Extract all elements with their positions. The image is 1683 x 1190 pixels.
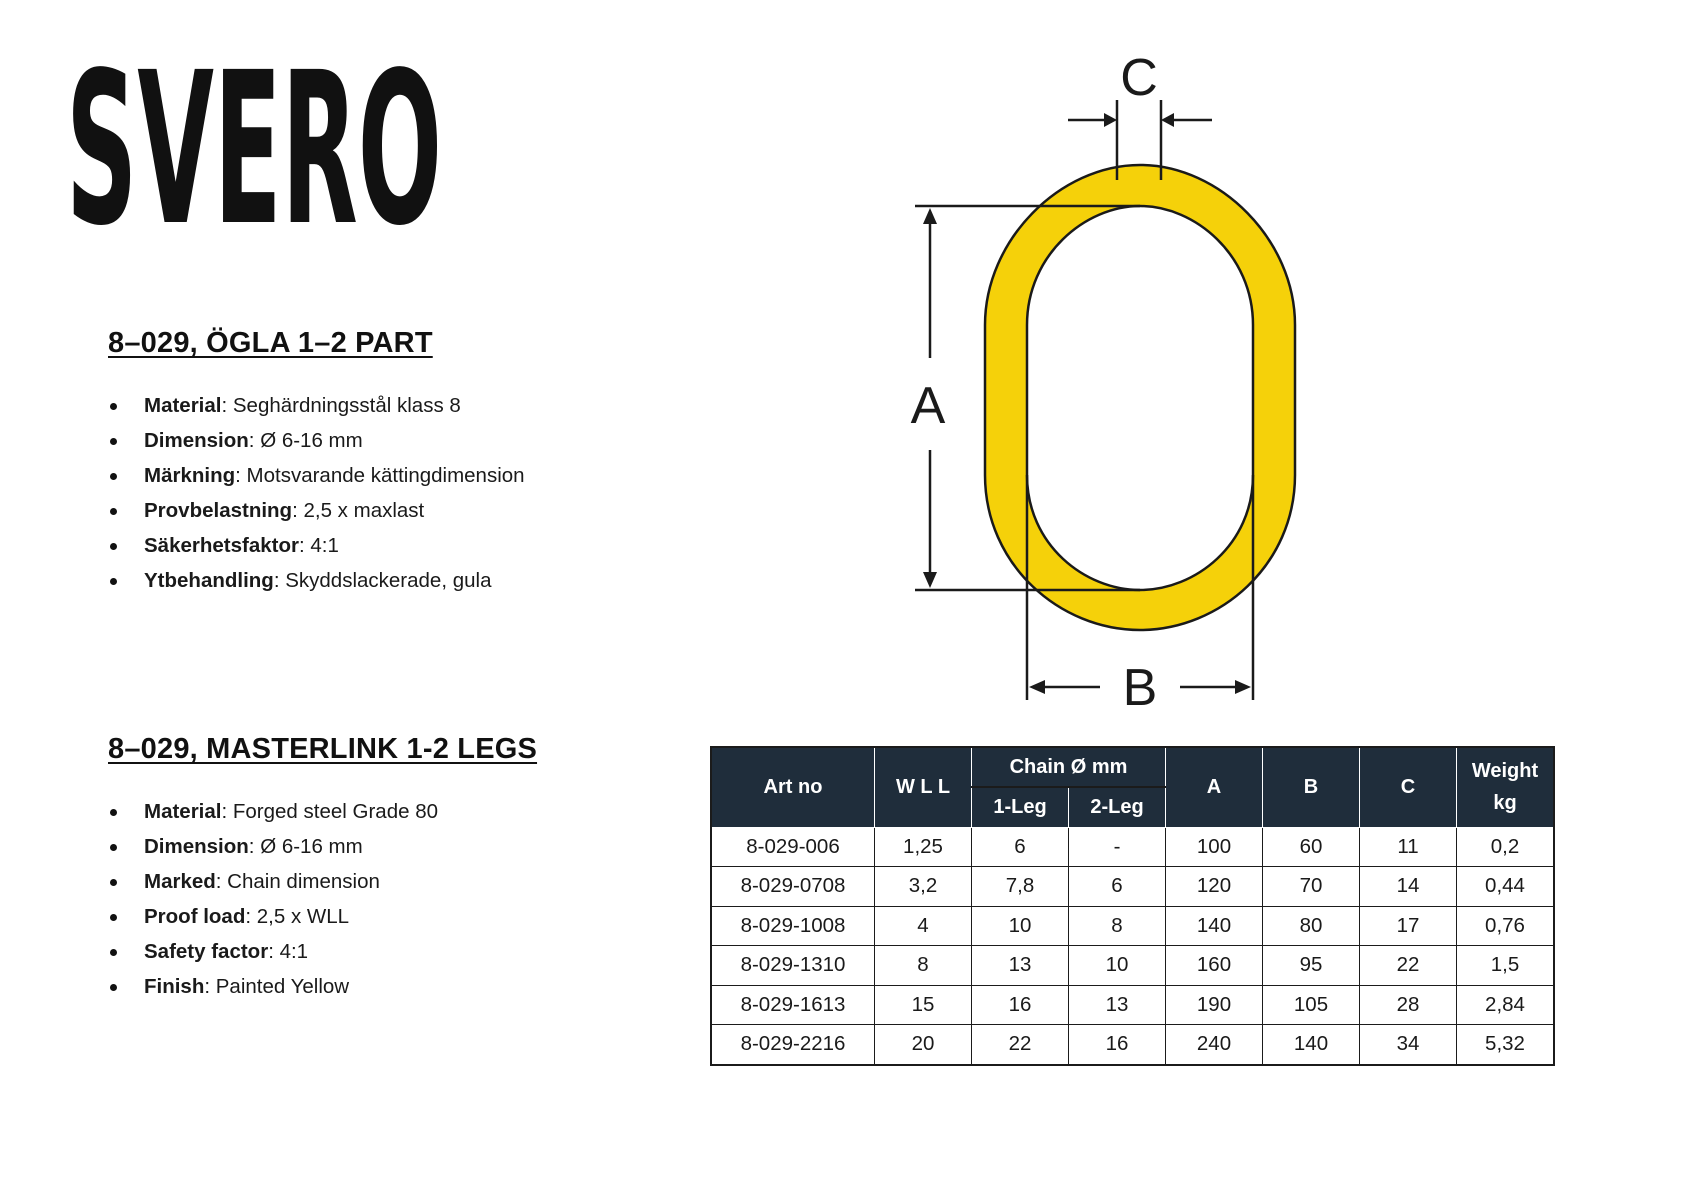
- spec-value: : Forged steel Grade 80: [221, 800, 438, 823]
- spec-label: Märkning: [144, 464, 236, 487]
- dimension-label-a: A: [910, 377, 946, 435]
- bullet-icon: [110, 844, 117, 851]
- bullet-icon: [110, 508, 117, 515]
- masterlink-ring: [985, 165, 1295, 630]
- list-item: [108, 458, 668, 493]
- header-weight-unit: kg: [1493, 792, 1517, 815]
- spec-table: [710, 746, 1555, 1066]
- spec-value: : 4:1: [298, 534, 339, 557]
- masterlink-diagram: [880, 40, 1300, 720]
- table-row: [711, 946, 1554, 986]
- cell-2-leg: 10: [1069, 946, 1166, 986]
- bullet-icon: [110, 949, 117, 956]
- spec-label: Säkerhetsfaktor: [144, 534, 299, 557]
- table-row: [711, 985, 1554, 1025]
- table-row: [711, 867, 1554, 907]
- cell-a: 190: [1166, 985, 1263, 1025]
- spec-label: Marked: [144, 870, 216, 893]
- spec-value: : Chain dimension: [215, 870, 380, 893]
- list-item: [108, 934, 668, 969]
- table-row: [711, 906, 1554, 946]
- cell-2-leg: 16: [1069, 1025, 1166, 1065]
- arrow-right-icon: [1235, 680, 1251, 694]
- cell-wll: 8: [875, 946, 972, 986]
- cell-a: 140: [1166, 906, 1263, 946]
- spec-value: : 2,5 x WLL: [245, 905, 350, 928]
- cell-c: 17: [1360, 906, 1457, 946]
- cell-weight: 0,44: [1457, 867, 1555, 907]
- bullet-icon: [110, 879, 117, 886]
- cell-wll: 15: [875, 985, 972, 1025]
- cell-weight: 2,84: [1457, 985, 1555, 1025]
- cell-wll: 3,2: [875, 867, 972, 907]
- cell-2-leg: 8: [1069, 906, 1166, 946]
- cell-1-leg: 22: [972, 1025, 1069, 1065]
- section-title-english: 8–029, MASTERLINK 1-2 LEGS: [108, 733, 538, 765]
- bullet-icon: [110, 543, 117, 550]
- header-b: B: [1263, 747, 1360, 827]
- table-row: [711, 1025, 1554, 1065]
- logo-text: SVERO: [66, 27, 442, 272]
- bullet-icon: [110, 809, 117, 816]
- header-c: C: [1360, 747, 1457, 827]
- list-item: [108, 563, 668, 598]
- cell-weight: 5,32: [1457, 1025, 1555, 1065]
- spec-label: Safety factor: [144, 940, 269, 963]
- spec-label: Provbelastning: [144, 499, 293, 522]
- list-item: [108, 423, 668, 458]
- cell-wll: 1,25: [875, 827, 972, 867]
- bullet-icon: [110, 578, 117, 585]
- spec-value: : Skyddslackerade, gula: [273, 569, 492, 592]
- cell-art-no: 8-029-1008: [711, 906, 875, 946]
- header-weight: [1457, 747, 1555, 827]
- cell-art-no: 8-029-0708: [711, 867, 875, 907]
- section-swedish: [108, 327, 668, 598]
- cell-weight: 1,5: [1457, 946, 1555, 986]
- spec-label: Ytbehandling: [144, 569, 274, 592]
- cell-a: 120: [1166, 867, 1263, 907]
- dimension-label-b: B: [1122, 659, 1158, 717]
- header-wll: W L L: [875, 747, 972, 827]
- header-weight-label: Weight: [1471, 760, 1539, 783]
- cell-b: 70: [1263, 867, 1360, 907]
- bullet-icon: [110, 473, 117, 480]
- cell-a: 100: [1166, 827, 1263, 867]
- spec-value: : Motsvarande kättingdimension: [235, 464, 525, 487]
- cell-weight: 0,2: [1457, 827, 1555, 867]
- cell-c: 11: [1360, 827, 1457, 867]
- section-title-swedish: 8–029, ÖGLA 1–2 PART: [108, 327, 433, 359]
- cell-1-leg: 6: [972, 827, 1069, 867]
- dimension-label-c: C: [1120, 49, 1158, 107]
- spec-value: : 2,5 x maxlast: [292, 499, 425, 522]
- arrow-left-icon: [1029, 680, 1045, 694]
- cell-b: 140: [1263, 1025, 1360, 1065]
- svero-logo: [66, 27, 446, 272]
- header-a: A: [1166, 747, 1263, 827]
- cell-art-no: 8-029-006: [711, 827, 875, 867]
- header-1-leg: 1-Leg: [972, 787, 1069, 827]
- list-item: [108, 528, 668, 563]
- spec-value: : Painted Yellow: [204, 975, 350, 998]
- list-item: [108, 899, 668, 934]
- cell-weight: 0,76: [1457, 906, 1555, 946]
- cell-c: 14: [1360, 867, 1457, 907]
- spec-value: : Ø 6-16 mm: [248, 429, 363, 452]
- cell-c: 22: [1360, 946, 1457, 986]
- cell-2-leg: -: [1069, 827, 1166, 867]
- spec-value: : Seghärdningsstål klass 8: [221, 394, 461, 417]
- cell-wll: 20: [875, 1025, 972, 1065]
- cell-a: 160: [1166, 946, 1263, 986]
- cell-art-no: 8-029-1613: [711, 985, 875, 1025]
- spec-label: Material: [144, 800, 222, 823]
- cell-1-leg: 16: [972, 985, 1069, 1025]
- spec-value: : 4:1: [268, 940, 309, 963]
- list-item: [108, 829, 668, 864]
- cell-2-leg: 13: [1069, 985, 1166, 1025]
- cell-2-leg: 6: [1069, 867, 1166, 907]
- header-art-no: Art no: [711, 747, 875, 827]
- bullet-icon: [110, 984, 117, 991]
- section-english: [108, 733, 668, 1004]
- table-row: [711, 827, 1554, 867]
- cell-b: 80: [1263, 906, 1360, 946]
- bullet-icon: [110, 403, 117, 410]
- spec-label: Dimension: [144, 835, 249, 858]
- header-chain: Chain Ø mm: [972, 747, 1166, 787]
- cell-art-no: 8-029-2216: [711, 1025, 875, 1065]
- arrow-right-icon: [1104, 113, 1117, 127]
- cell-a: 240: [1166, 1025, 1263, 1065]
- spec-label: Material: [144, 394, 222, 417]
- spec-value: : Ø 6-16 mm: [248, 835, 363, 858]
- cell-wll: 4: [875, 906, 972, 946]
- arrow-down-icon: [923, 572, 937, 588]
- list-item: [108, 794, 668, 829]
- header-2-leg: 2-Leg: [1069, 787, 1166, 827]
- cell-1-leg: 13: [972, 946, 1069, 986]
- cell-b: 105: [1263, 985, 1360, 1025]
- list-item: [108, 969, 668, 1004]
- cell-c: 28: [1360, 985, 1457, 1025]
- arrow-left-icon: [1161, 113, 1174, 127]
- cell-b: 95: [1263, 946, 1360, 986]
- cell-1-leg: 7,8: [972, 867, 1069, 907]
- spec-list-swedish: [108, 388, 668, 598]
- bullet-icon: [110, 438, 117, 445]
- spec-label: Dimension: [144, 429, 249, 452]
- spec-label: Proof load: [144, 905, 246, 928]
- arrow-up-icon: [923, 208, 937, 224]
- cell-c: 34: [1360, 1025, 1457, 1065]
- bullet-icon: [110, 914, 117, 921]
- list-item: [108, 493, 668, 528]
- cell-art-no: 8-029-1310: [711, 946, 875, 986]
- list-item: [108, 864, 668, 899]
- cell-1-leg: 10: [972, 906, 1069, 946]
- cell-b: 60: [1263, 827, 1360, 867]
- spec-list-english: [108, 794, 668, 1004]
- list-item: [108, 388, 668, 423]
- spec-label: Finish: [144, 975, 205, 998]
